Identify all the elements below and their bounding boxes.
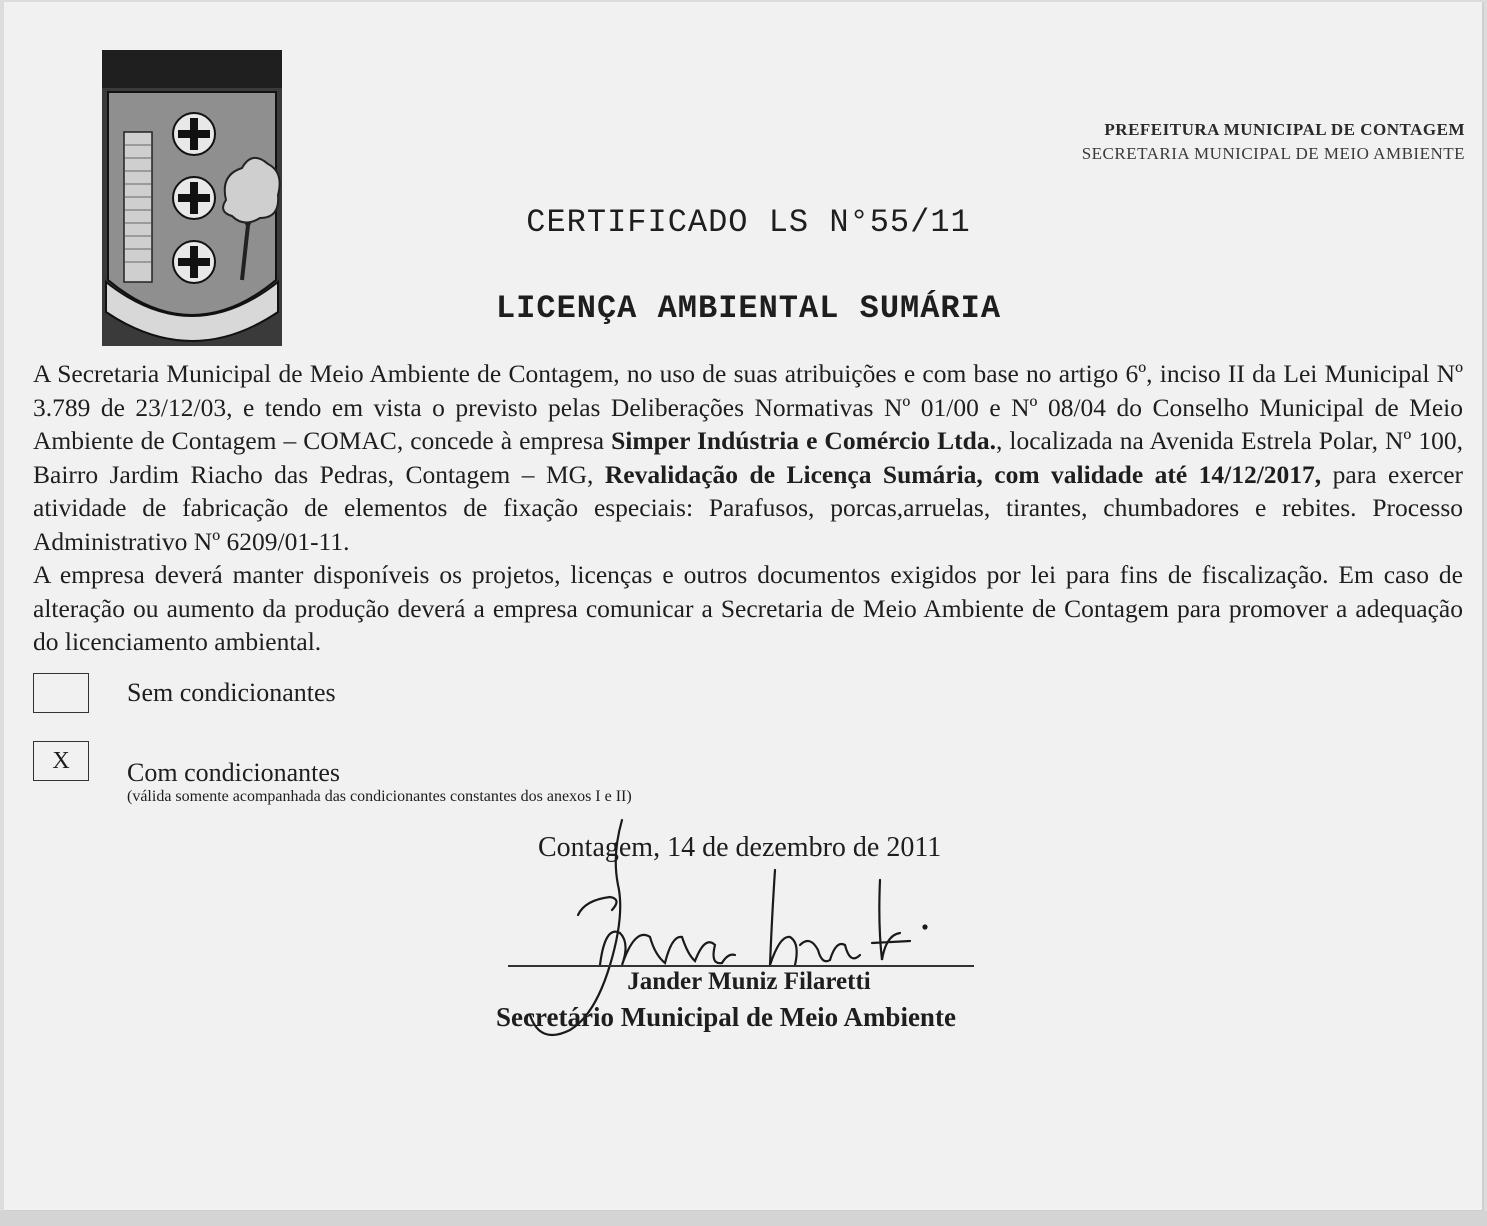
- without-conditions-label: Sem condicionantes: [127, 678, 336, 707]
- secretariat-name: SECRETARIA MUNICIPAL DE MEIO AMBIENTE: [1081, 144, 1465, 163]
- signatory-name: Jander Muniz Filaretti: [627, 968, 871, 995]
- without-conditions-checkbox: [33, 673, 89, 713]
- city-hall-name: PREFEITURA MUNICIPAL DE CONTAGEM: [1104, 120, 1465, 139]
- company-name: Simper Indústria e Comércio Ltda.: [611, 426, 996, 455]
- signature-line: [508, 965, 974, 967]
- issuing-organization: [1082, 118, 1465, 166]
- certificate-title: CERTIFICADO LS N°55/11: [526, 204, 971, 241]
- option-with-conditions: [33, 734, 340, 788]
- place-and-date: Contagem, 14 de dezembro de 2011: [538, 832, 942, 863]
- with-conditions-label: Com condicionantes: [127, 758, 341, 787]
- obligations-paragraph: A empresa deverá manter disponíveis os projetos, licenças e outros documentos exigidos por lei para fins de fiscalização. Em caso de alteração ou aumento da produção deverá a empresa comunicar a Secretaria de Meio Ambiente de Contagem para promover a adequação do licenciamento ambiental.: [33, 560, 1463, 656]
- with-conditions-checkbox: X: [33, 741, 89, 781]
- license-paragraph: A Secretaria Municipal de Meio Ambiente de Contagem, no uso de suas atribuições e com base no artigo 6º, inciso II da Lei Municipal Nº 3.789 de 23/12/03, e tendo em vista o previsto pelas Deliberações Normativas Nº 01/00 e Nº 08/04 do Conselho Municipal de Meio Ambiente de Contagem – COMAC, concede à empresa Simper Indústria e Comércio Ltda., localizada na Avenida Estrela Polar, Nº 100, Bairro Jardim Riacho das Pedras, Contagem – MG, Revalidação de Licença Sumária, com validade até 14/12/2017, para exercer atividade de fabricação de elementos de fixação especiais: Parafusos, porcas,arruelas, tirantes, chumbadores e rebites. Processo Administrativo Nº 6209/01-11.: [33, 359, 1464, 556]
- scan-edge: [0, 1211, 1487, 1226]
- certificate-subtitle: LICENÇA AMBIENTAL SUMÁRIA: [495, 290, 1002, 327]
- option-without-conditions: [33, 673, 336, 713]
- license-text: [33, 357, 1463, 659]
- conditions-note: (válida somente acompanhada das condicionantes constantes dos anexos I e II): [127, 788, 632, 805]
- license-validity: Revalidação de Licença Sumária, com validade até 14/12/2017,: [604, 459, 1322, 489]
- signatory-role: Secretário Municipal de Meio Ambiente: [496, 1002, 956, 1032]
